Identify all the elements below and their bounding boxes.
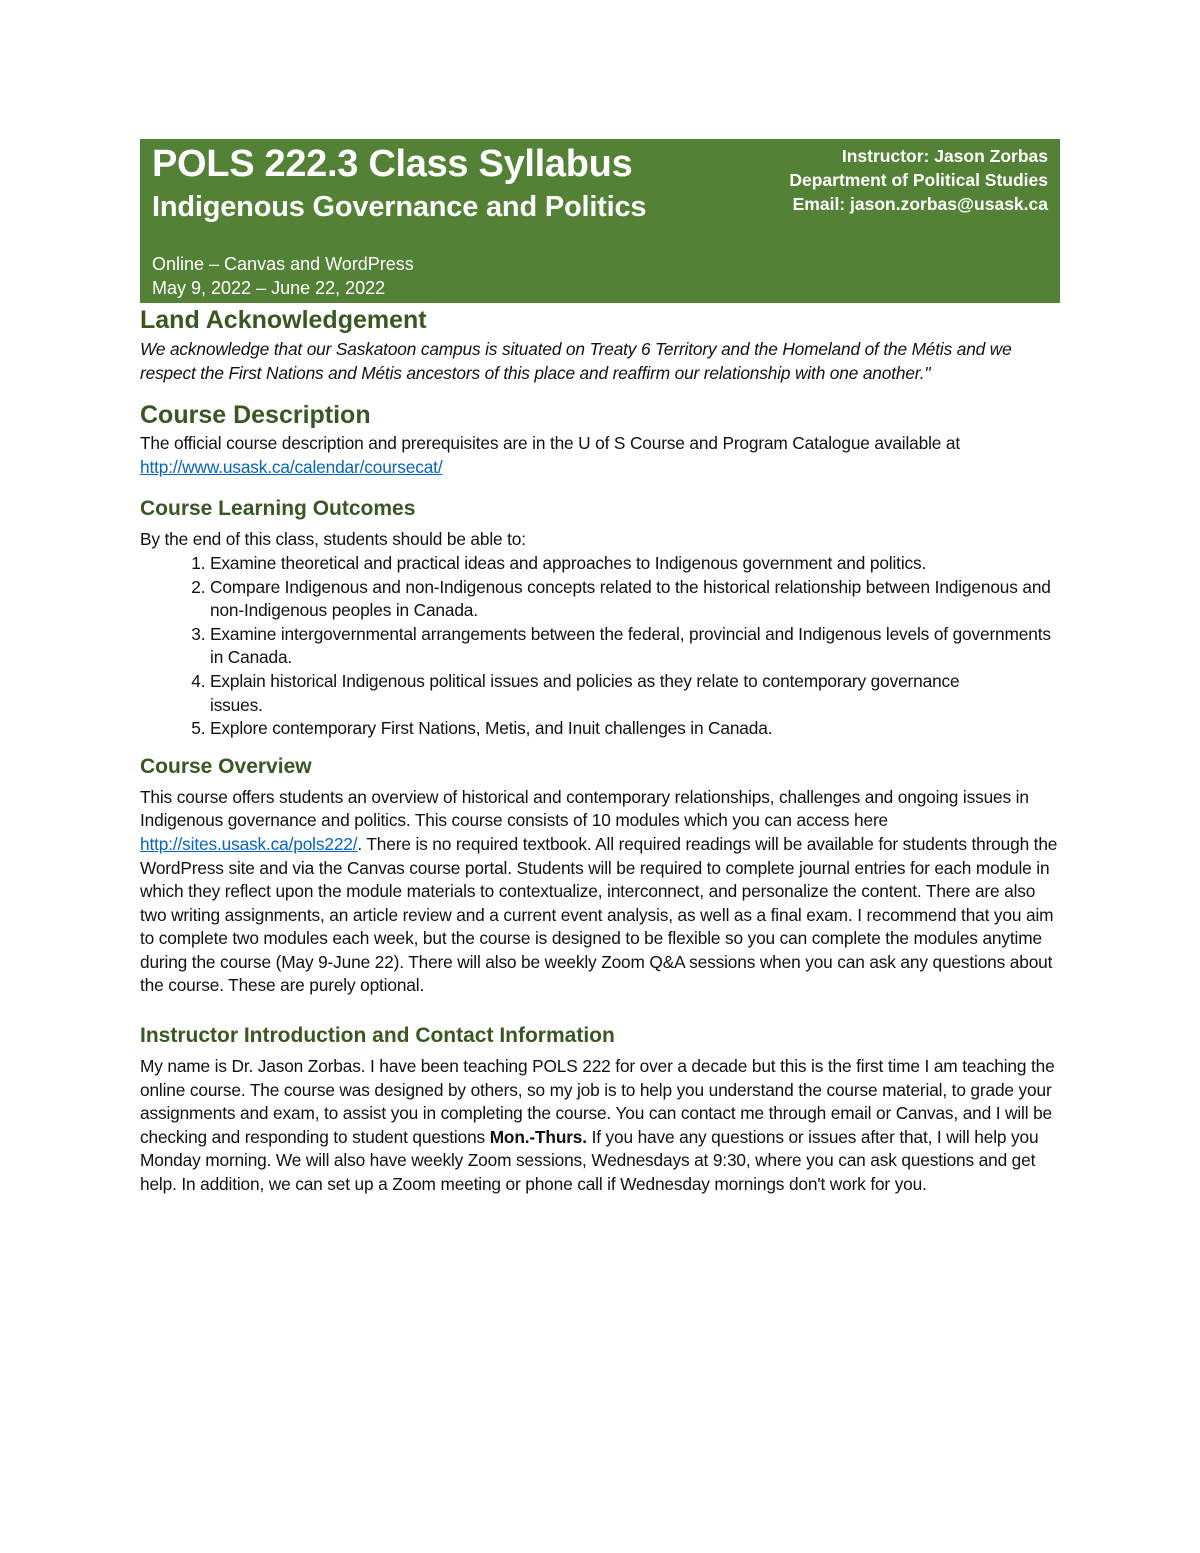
instructor-text-start: My name is Dr. Jason Zorbas. I have been teaching POLS 222 for over a decade but this is the first time I am teaching the online course. The course was designed by others, so my job is to help you understand the course material, to grade your assignments and exam, to assist you in completing the course. You can contact me through email or Canvas, and I will be checking and responding to student questions (140, 1056, 1055, 1147)
list-item: 1. Examine theoretical and practical ideas and approaches to Indigenous government and politics. (210, 552, 1060, 576)
list-item: 5. Explore contemporary First Nations, Metis, and Inuit challenges in Canada. (210, 717, 1060, 741)
instructor-text (140, 1055, 1060, 1197)
email: Email: jason.zorbas@usask.ca (792, 194, 1048, 214)
syllabus-page (140, 139, 1060, 1197)
overview-text-cont: . There is no required textbook. All required readings will be available for students through the WordPress site and via the Canvas course portal. Students will be required to complete journal entries for each module in which they reflect upon the module materials to contextualize, interconnect, and personalize the content. There are also two writing assignments, an article review and a current event analysis, as well as a final exam. I recommend that you aim to complete two modules each week, but the course is designed to be flexible so you can complete the modules anytime during the course (May 9-June 22). There will also be weekly Zoom Q&A sessions when you can ask any questions about the course. These are purely optional. (140, 833, 1058, 996)
course-overview-text (140, 786, 1060, 998)
modules-link[interactable]: http://sites.usask.ca/pols222/ (140, 833, 358, 854)
outcomes-list (140, 552, 1060, 741)
overview-text: This course offers students an overview of historical and contemporary relationships, challenges and ongoing issues in Indigenous governance and politics. This course consists of 10 modules which you can access here (140, 786, 1029, 831)
instructor-info (789, 144, 1048, 216)
course-mode: Online – Canvas and WordPress (152, 254, 414, 274)
course-subtitle: Indigenous Governance and Politics (152, 191, 647, 223)
instructor-name: Instructor: Jason Zorbas (841, 146, 1048, 166)
office-days: Mon.-Thurs. (489, 1126, 587, 1147)
list-item: 4. Explain historical Indigenous political issues and policies as they relate to contemporary governance issues. (210, 670, 1060, 717)
header-banner (140, 139, 1060, 303)
department: Department of Political Studies (789, 170, 1048, 190)
land-acknowledgement-heading: Land Acknowledgement (140, 306, 427, 334)
course-dates: May 9, 2022 – June 22, 2022 (152, 278, 386, 298)
course-title: POLS 222.3 Class Syllabus (152, 143, 633, 185)
instructor-text-end: If you have any questions or issues after that, I will help you Monday morning. We will also have weekly Zoom sessions, Wednesdays at 9:30, where you can ask questions and get help. In addition, we can set up a Zoom meeting or phone call if Wednesday mornings don't work for you. (140, 1126, 1039, 1195)
course-description-heading: Course Description (140, 401, 371, 430)
outcomes-intro: By the end of this class, students should be able to: (140, 529, 526, 550)
list-item: 3. Examine intergovernmental arrangements between the federal, provincial and Indigenous levels of governments in Canada. (210, 623, 1060, 670)
description-text: The official course description and prerequisites are in the U of S Course and Program Catalogue available at (140, 433, 961, 454)
instructor-heading: Instructor Introduction and Contact Information (140, 1024, 615, 1048)
catalogue-link[interactable]: http://www.usask.ca/calendar/coursecat/ (140, 456, 443, 477)
course-overview-heading: Course Overview (140, 754, 312, 778)
land-acknowledgement-text: We acknowledge that our Saskatoon campus is situated on Treaty 6 Territory and the Homeland of the Métis and we respect the First Nations and Métis ancestors of this place and reaffirm our relationship with one another." (140, 339, 1012, 383)
course-description-text (140, 432, 1000, 479)
learning-outcomes-heading: Course Learning Outcomes (140, 497, 416, 521)
list-item: 2. Compare Indigenous and non-Indigenous concepts related to the historical relationship between Indigenous and non-Indigenous peoples in Canada. (210, 576, 1060, 623)
